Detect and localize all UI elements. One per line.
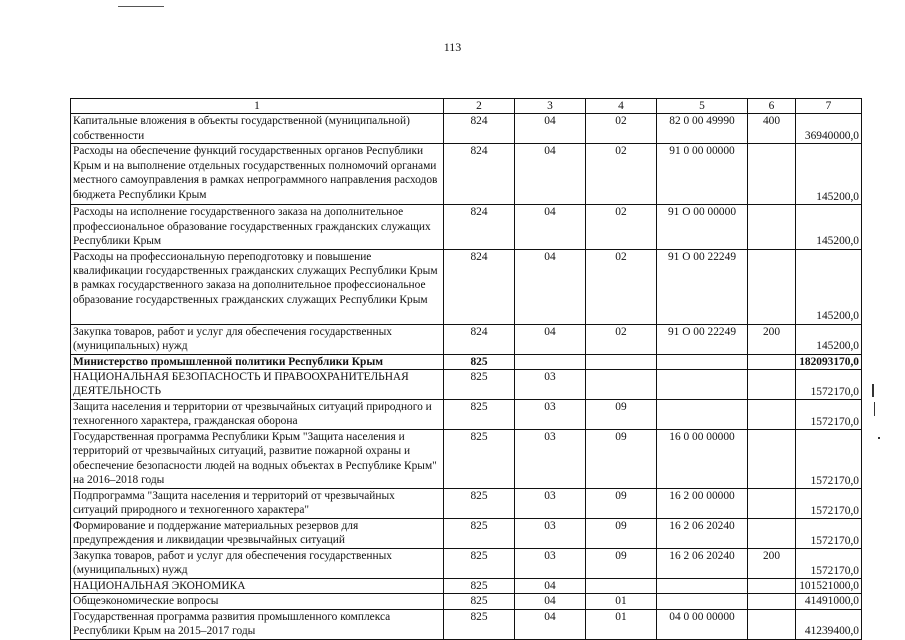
code-cell: 03	[515, 400, 586, 430]
code-cell: 824	[444, 324, 515, 354]
code-cell: 04	[515, 114, 586, 144]
table-row	[71, 370, 862, 400]
code-cell: 04	[515, 609, 586, 639]
code-cell: 825	[444, 609, 515, 639]
code-cell: 02	[586, 324, 657, 354]
row-name-cell: Общеэкономические вопросы	[71, 594, 444, 609]
row-name-cell: Министерство промышленной политики Республики Крым	[71, 354, 444, 369]
table-row	[71, 144, 862, 205]
code-cell: 02	[586, 144, 657, 205]
code-cell	[748, 249, 796, 324]
code-cell: 09	[586, 549, 657, 579]
code-cell: 824	[444, 205, 515, 249]
code-cell: 82 0 00 49990	[657, 114, 748, 144]
code-cell	[657, 579, 748, 594]
amount-cell: 41239400,0	[796, 609, 862, 639]
code-cell: 03	[515, 430, 586, 489]
margin-mark	[872, 384, 874, 397]
code-cell	[748, 519, 796, 549]
code-cell: 825	[444, 519, 515, 549]
margin-mark	[878, 437, 880, 439]
row-name-cell: Капитальные вложения в объекты государственной (муниципальной) собственности	[71, 114, 444, 144]
code-cell: 91 О 00 22249	[657, 249, 748, 324]
code-cell: 02	[586, 249, 657, 324]
table-row	[71, 594, 862, 609]
code-cell	[657, 354, 748, 369]
code-cell: 09	[586, 519, 657, 549]
code-cell	[748, 370, 796, 400]
amount-cell: 145200,0	[796, 144, 862, 205]
budget-table	[70, 98, 862, 640]
code-cell: 03	[515, 519, 586, 549]
code-cell: 16 0 00 00000	[657, 430, 748, 489]
code-cell	[748, 609, 796, 639]
column-header: 2	[444, 99, 515, 114]
code-cell: 09	[586, 430, 657, 489]
amount-cell: 41491000,0	[796, 594, 862, 609]
table-row	[71, 519, 862, 549]
code-cell	[748, 430, 796, 489]
code-cell	[748, 144, 796, 205]
column-header: 3	[515, 99, 586, 114]
code-cell	[586, 579, 657, 594]
code-cell	[586, 370, 657, 400]
code-cell	[657, 594, 748, 609]
row-name-cell: Формирование и поддержание материальных резервов для предупреждения и ликвидации чрезвычайных ситуаций	[71, 519, 444, 549]
code-cell: 91 0 00 00000	[657, 144, 748, 205]
amount-cell: 1572170,0	[796, 519, 862, 549]
code-cell: 04	[515, 144, 586, 205]
row-name-cell: НАЦИОНАЛЬНАЯ БЕЗОПАСНОСТЬ И ПРАВООХРАНИТЕЛЬНАЯ ДЕЯТЕЛЬНОСТЬ	[71, 370, 444, 400]
row-name-cell: Защита населения и территории от чрезвычайных ситуаций природного и техногенного характера, гражданская оборона	[71, 400, 444, 430]
row-name-cell: Расходы на обеспечение функций государственных органов Республики Крым и на выполнение отдельных государственных полномочий органами местного самоуправления в рамках непрограммного направления расходов бюджета Республики Крым	[71, 144, 444, 205]
row-name-cell: Государственная программа развития промышленного комплекса Республики Крым на 2015–2017 годы	[71, 609, 444, 639]
table-row	[71, 489, 862, 519]
code-cell: 04 0 00 00000	[657, 609, 748, 639]
code-cell	[748, 594, 796, 609]
code-cell: 824	[444, 114, 515, 144]
amount-cell: 36940000,0	[796, 114, 862, 144]
code-cell	[748, 400, 796, 430]
code-cell	[748, 205, 796, 249]
table-row	[71, 354, 862, 369]
code-cell: 01	[586, 594, 657, 609]
amount-cell: 1572170,0	[796, 549, 862, 579]
margin-mark	[874, 402, 875, 416]
amount-cell: 145200,0	[796, 324, 862, 354]
code-cell	[657, 400, 748, 430]
code-cell: 16 2 06 20240	[657, 519, 748, 549]
code-cell: 824	[444, 144, 515, 205]
code-cell: 04	[515, 324, 586, 354]
table-row	[71, 430, 862, 489]
code-cell: 825	[444, 594, 515, 609]
table-row	[71, 609, 862, 639]
header-row	[71, 99, 862, 114]
table-row	[71, 205, 862, 249]
code-cell	[748, 489, 796, 519]
table-row	[71, 324, 862, 354]
code-cell: 04	[515, 594, 586, 609]
code-cell: 09	[586, 400, 657, 430]
code-cell: 825	[444, 400, 515, 430]
table-row	[71, 114, 862, 144]
row-name-cell: Расходы на исполнение государственного заказа на дополнительное профессиональное образование государственных гражданских служащих Республики Крым	[71, 205, 444, 249]
table-row	[71, 549, 862, 579]
column-header: 7	[796, 99, 862, 114]
amount-cell: 145200,0	[796, 249, 862, 324]
code-cell: 825	[444, 489, 515, 519]
amount-cell: 182093170,0	[796, 354, 862, 369]
code-cell: 400	[748, 114, 796, 144]
table-row	[71, 579, 862, 594]
code-cell: 825	[444, 370, 515, 400]
column-header: 6	[748, 99, 796, 114]
code-cell: 200	[748, 324, 796, 354]
amount-cell: 1572170,0	[796, 430, 862, 489]
top-rule	[118, 6, 164, 7]
code-cell	[657, 370, 748, 400]
code-cell: 91 О 00 00000	[657, 205, 748, 249]
code-cell: 200	[748, 549, 796, 579]
code-cell: 91 О 00 22249	[657, 324, 748, 354]
code-cell: 03	[515, 370, 586, 400]
code-cell: 825	[444, 549, 515, 579]
code-cell: 825	[444, 430, 515, 489]
budget-table-wrap	[70, 98, 862, 640]
amount-cell: 145200,0	[796, 205, 862, 249]
column-header: 5	[657, 99, 748, 114]
code-cell: 825	[444, 354, 515, 369]
code-cell: 03	[515, 549, 586, 579]
row-name-cell: Закупка товаров, работ и услуг для обеспечения государственных (муниципальных) нужд	[71, 549, 444, 579]
code-cell: 16 2 00 00000	[657, 489, 748, 519]
row-name-cell: Подпрограмма "Защита населения и территорий от чрезвычайных ситуаций природного и техногенного характера"	[71, 489, 444, 519]
code-cell: 825	[444, 579, 515, 594]
code-cell: 04	[515, 249, 586, 324]
code-cell: 03	[515, 489, 586, 519]
row-name-cell: Расходы на профессиональную переподготовку и повышение квалификации государственных гражданских служащих Республики Крым в рамках государственного заказа на дополнительное профессиональное образование государственных гражданских служащих Республики Крым	[71, 249, 444, 324]
code-cell	[748, 354, 796, 369]
code-cell: 01	[586, 609, 657, 639]
code-cell	[748, 579, 796, 594]
code-cell: 02	[586, 114, 657, 144]
table-row	[71, 400, 862, 430]
table-row	[71, 249, 862, 324]
column-header: 4	[586, 99, 657, 114]
row-name-cell: Государственная программа Республики Крым "Защита населения и территорий от чрезвычайных ситуаций, развитие пожарной охраны и обеспечение безопасности людей на водных объектах в Республике Крым" на 2016–2018 годы	[71, 430, 444, 489]
code-cell: 824	[444, 249, 515, 324]
code-cell: 02	[586, 205, 657, 249]
page-number: 113	[443, 40, 462, 54]
code-cell: 09	[586, 489, 657, 519]
amount-cell: 1572170,0	[796, 400, 862, 430]
amount-cell: 101521000,0	[796, 579, 862, 594]
code-cell	[586, 354, 657, 369]
column-header: 1	[71, 99, 444, 114]
code-cell: 04	[515, 579, 586, 594]
row-name-cell: НАЦИОНАЛЬНАЯ ЭКОНОМИКА	[71, 579, 444, 594]
row-name-cell: Закупка товаров, работ и услуг для обеспечения государственных (муниципальных) нужд	[71, 324, 444, 354]
code-cell: 04	[515, 205, 586, 249]
code-cell: 16 2 06 20240	[657, 549, 748, 579]
amount-cell: 1572170,0	[796, 489, 862, 519]
amount-cell: 1572170,0	[796, 370, 862, 400]
code-cell	[515, 354, 586, 369]
